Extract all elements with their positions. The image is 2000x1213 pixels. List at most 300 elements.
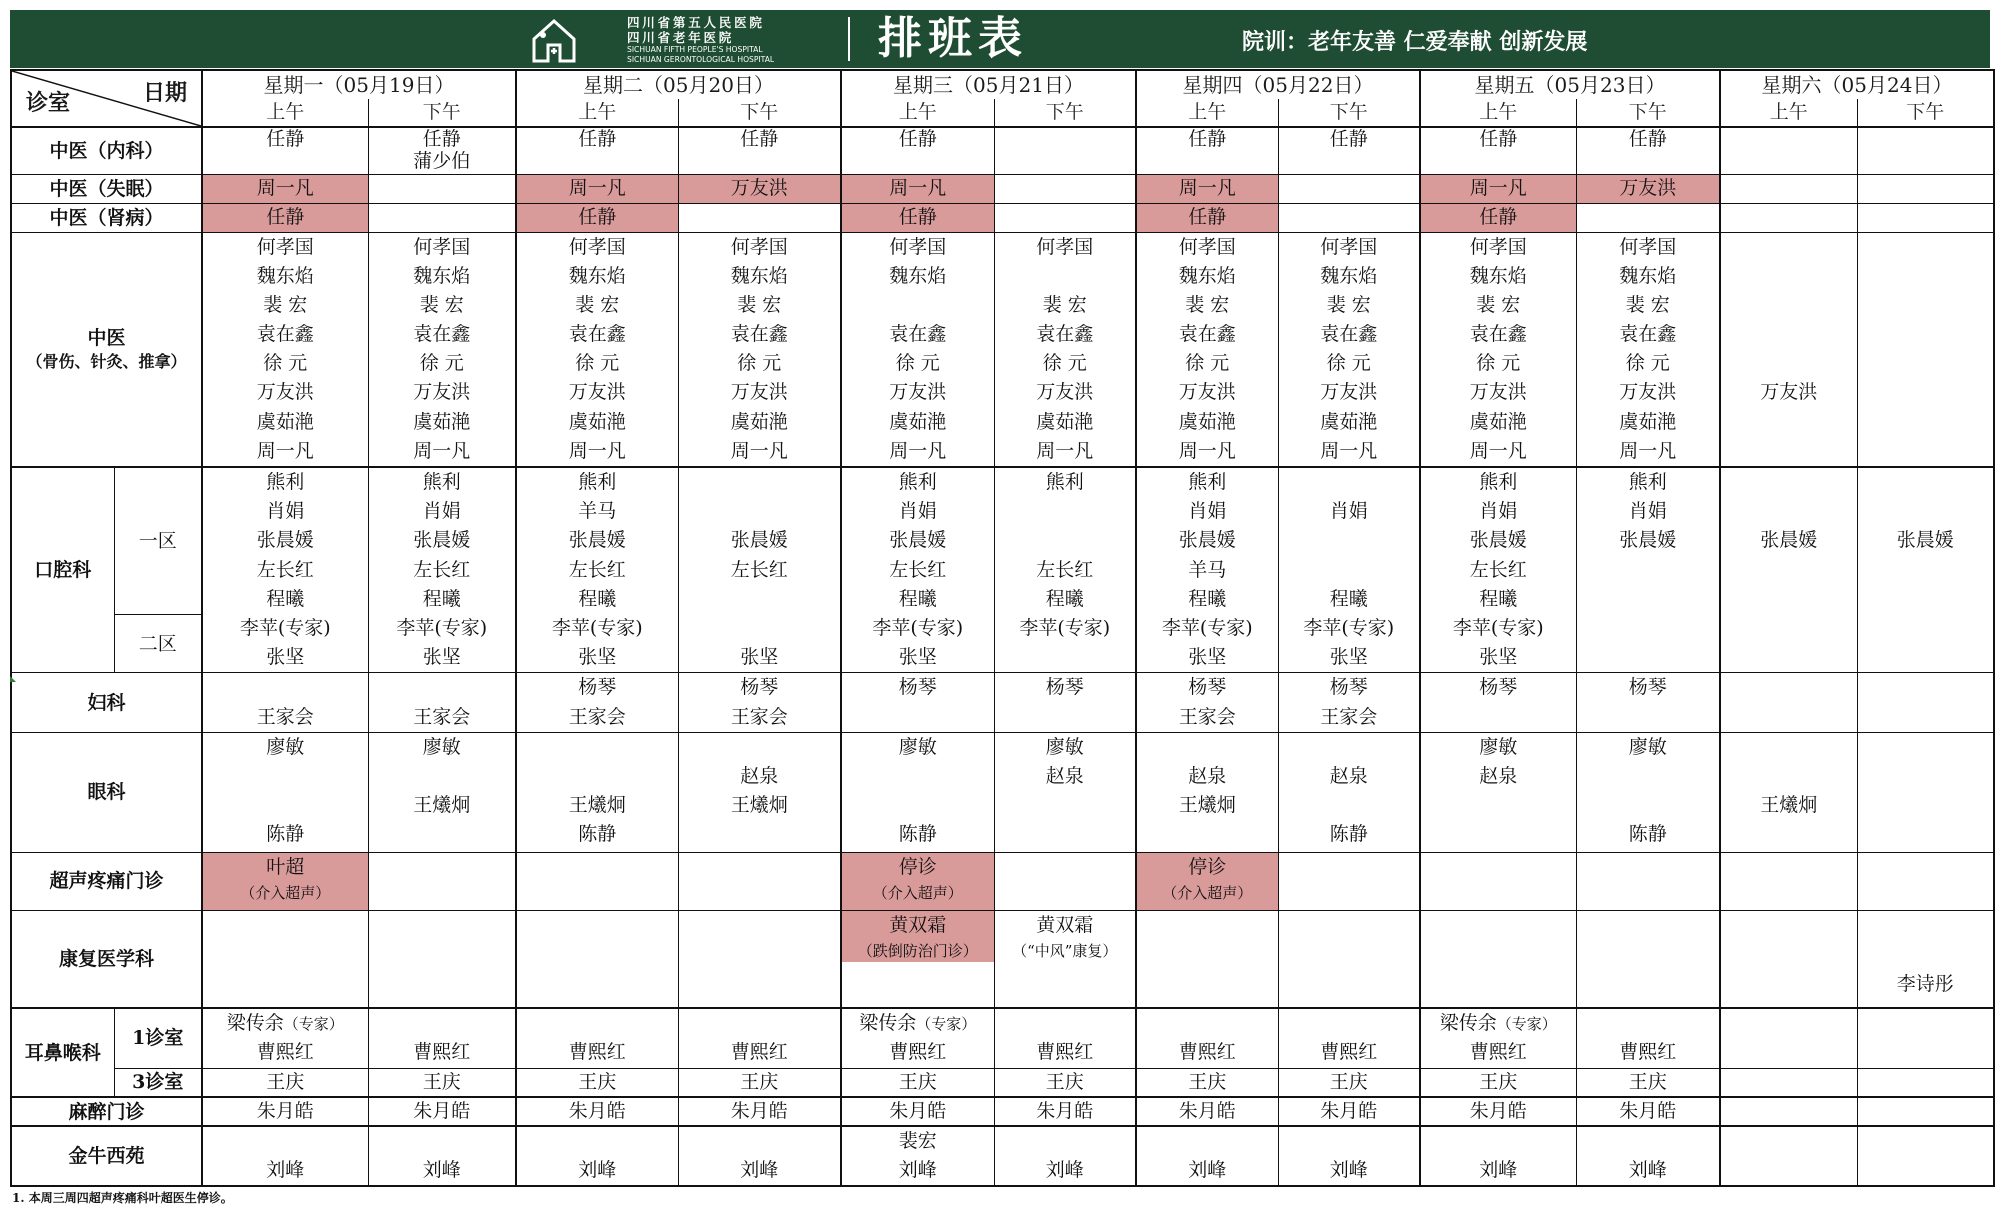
doctor-name: 曹熙红: [889, 1041, 947, 1064]
schedule-cell: [1576, 673, 1720, 732]
doctor-name: 任静: [1188, 128, 1227, 150]
schedule-cell: [1136, 1008, 1278, 1068]
doctor-name: [1858, 556, 1994, 585]
doctor-name: [203, 791, 368, 820]
schedule-cell: [994, 673, 1136, 732]
schedule-cell: [1857, 127, 1994, 174]
doctor-name: 袁在鑫: [568, 323, 626, 346]
corner-dept-label: 诊室: [26, 90, 71, 116]
doctor-name: 熊利: [1479, 471, 1518, 493]
schedule-cell: [368, 732, 516, 852]
doctor-name: 任静: [266, 128, 305, 150]
doctor-name: 李苹(专家): [1452, 616, 1544, 639]
doctor-name: 袁在鑫: [1036, 323, 1094, 346]
doctor-name: [679, 497, 841, 526]
schedule-cell: [516, 127, 678, 174]
doctor-name: 曹熙红: [568, 1041, 626, 1064]
doctor-name: 张晨媛: [568, 529, 626, 552]
doctor-name: 王家会: [256, 705, 314, 728]
doctor-name: [369, 820, 516, 849]
schedule-cell: [1720, 673, 1857, 732]
schedule-cell: [678, 467, 841, 673]
schedule-cell: 朱月皓: [1136, 1097, 1278, 1126]
doctor-name: 王爔炯: [1760, 794, 1818, 817]
schedule-cell: 万友洪: [678, 174, 841, 203]
schedule-cell: [1576, 203, 1720, 232]
schedule-cell: [516, 1008, 678, 1068]
schedule-cell: [1857, 174, 1994, 203]
dept-tcm-insomnia: [11, 174, 202, 203]
doctor-name: [1721, 320, 1857, 349]
doctor-name: [1137, 733, 1278, 762]
doctor-name: 张晨媛: [889, 529, 947, 552]
schedule-cell: [1420, 673, 1576, 732]
doctor-name: 徐 元: [895, 352, 940, 375]
schedule-cell: [1278, 1008, 1420, 1068]
doctor-name: 程曦: [1329, 587, 1368, 610]
doctor-name: [995, 703, 1136, 732]
doctor-name: 杨琴: [578, 676, 617, 699]
doctor-name: 何孝国: [568, 235, 626, 258]
schedule-cell: [202, 910, 368, 1008]
doctor-name: 万友洪: [1320, 381, 1378, 404]
row-jinniu: [11, 1126, 1994, 1186]
doctor-name: 周一凡: [568, 439, 626, 462]
doctor-name: 袁在鑫: [256, 323, 314, 346]
doctor-name: 李苹(专家): [1019, 616, 1111, 639]
doctor-name: 程曦: [1045, 587, 1084, 610]
doctor-name: [1858, 791, 1994, 820]
dept-rehab: [11, 910, 202, 1008]
doctor-name: 肖娟: [1628, 500, 1667, 523]
doctor-name: 王爔炯: [1178, 794, 1236, 817]
schedule-cell: [368, 1008, 516, 1068]
schedule-cell: 任静: [1136, 203, 1278, 232]
doctor-name: 袁在鑫: [413, 323, 471, 346]
doctor-name: 万友洪: [1619, 381, 1677, 404]
doctor-name: 熊利: [898, 471, 937, 493]
schedule-cell: [516, 1126, 678, 1186]
rehab-box: [995, 911, 1136, 962]
schedule-cell: [841, 467, 994, 673]
doctor-name: [1721, 614, 1857, 643]
doctor-name: 万友洪: [730, 381, 788, 404]
doctor-name: [1721, 468, 1857, 497]
doctor-name: 左长红: [1469, 558, 1527, 581]
doctor-name: 左长红: [730, 558, 788, 581]
schedule-cell: [1420, 232, 1576, 467]
schedule-cell: [994, 732, 1136, 852]
doctor-name: 李苹(专家): [396, 616, 488, 639]
schedule-cell: [1136, 673, 1278, 732]
schedule-cell: [994, 1126, 1136, 1186]
doctor-name: 程曦: [1188, 587, 1227, 610]
corner-header: [11, 70, 202, 127]
corner-marker: [10, 676, 16, 682]
doctor-name: [1858, 614, 1994, 643]
doctor-line: [369, 1009, 516, 1038]
dept-ent: [11, 1008, 114, 1097]
schedule-cell: [1576, 732, 1720, 852]
schedule-cell: [678, 232, 841, 467]
doctor-name: 黄双霜: [889, 913, 947, 936]
doctor-name: 王家会: [413, 705, 471, 728]
schedule-cell: [1278, 203, 1420, 232]
doctor-name: [1858, 820, 1994, 849]
doctor-name: 肖娟: [1479, 500, 1518, 523]
doctor-line: [203, 1009, 368, 1038]
schedule-cell: [1857, 232, 1994, 467]
doctor-name: [1279, 733, 1420, 762]
doctor-name: 熊利: [1628, 471, 1667, 493]
schedule-cell: [678, 203, 841, 232]
doctor-name: [203, 673, 368, 702]
schedule-cell: 任静: [841, 203, 994, 232]
schedule-cell: 王庆: [202, 1068, 368, 1097]
schedule-cell: [1576, 127, 1720, 174]
doctor-name: 刘峰: [1479, 1159, 1518, 1182]
schedule-cell: [1720, 174, 1857, 203]
doctor-name: 裴 宏: [1185, 293, 1230, 316]
schedule-cell: 朱月皓: [368, 1097, 516, 1126]
doctor-name: 张坚: [1329, 646, 1368, 669]
doctor-name: 肖娟: [898, 500, 937, 523]
doctor-name: 裴 宏: [1625, 293, 1670, 316]
doctor-name: 陈静: [898, 823, 937, 846]
doctor-name: 魏东焰: [568, 264, 626, 287]
doctor-name: [1858, 585, 1994, 614]
doctor-name: [203, 1127, 368, 1156]
doctor-line: [995, 1009, 1136, 1038]
doctor-name: 张坚: [578, 646, 617, 669]
doctor-name: 李苹(专家): [872, 616, 964, 639]
doctor-name: 徐 元: [1042, 352, 1087, 375]
day-header-mon: 星期一（05月19日）: [202, 70, 516, 99]
doctor-name: 左长红: [413, 558, 471, 581]
clinic-note: （介入超声）: [1162, 883, 1253, 902]
shift-pm: 下午: [1576, 99, 1720, 127]
doctor-name: 杨琴: [1045, 676, 1084, 699]
schedule-cell: [1576, 232, 1720, 467]
doctor-name: 虞茹滟: [413, 410, 471, 433]
schedule-cell: [368, 852, 516, 910]
doctor-name: [842, 291, 994, 320]
doctor-name: [1721, 497, 1857, 526]
schedule-cell: 王庆: [368, 1068, 516, 1097]
schedule-cell: [994, 127, 1136, 174]
doctor-name: 李苹(专家): [551, 616, 643, 639]
schedule-cell: 任静: [1420, 203, 1576, 232]
clinic-note: （介入超声）: [240, 883, 331, 902]
schedule-cell: [841, 232, 994, 467]
doctor-name: [679, 820, 841, 849]
schedule-cell: [841, 910, 994, 1008]
doctor-name: 张坚: [1479, 646, 1518, 669]
schedule-cell: [994, 174, 1136, 203]
doctor-name: 裴 宏: [1326, 293, 1371, 316]
doctor-name: [679, 733, 841, 762]
schedule-cell: [841, 127, 994, 174]
schedule-cell: [1278, 127, 1420, 174]
schedule-cell: [1720, 1126, 1857, 1186]
doctor-name: [517, 762, 678, 791]
doctor-name: 杨琴: [740, 676, 779, 699]
row-anes: [11, 1097, 1994, 1126]
schedule-cell: [1857, 852, 1994, 910]
schedule-cell: [1278, 673, 1420, 732]
shift-am: 上午: [1420, 99, 1576, 127]
doctor-name: 刘峰: [898, 1159, 937, 1182]
doctor-name: [1279, 468, 1420, 497]
dept-jinniu: [11, 1126, 202, 1186]
schedule-cell: 朱月皓: [516, 1097, 678, 1126]
dept-label: 麻醉门诊: [68, 1100, 145, 1123]
dept-label: 中医（内科）: [49, 139, 164, 162]
doctor-name: [1858, 643, 1994, 672]
doctor-name: 杨琴: [1188, 676, 1227, 699]
doctor-name: 魏东焰: [889, 264, 947, 287]
doctor-name: 周一凡: [1320, 439, 1378, 462]
doctor-name: 陈静: [266, 823, 305, 846]
doctor-name: [1858, 762, 1994, 791]
header-banner: [10, 10, 1990, 68]
doctor-name: 肖娟: [266, 500, 305, 523]
doctor-name: 杨琴: [898, 676, 937, 699]
doctor-name: [1137, 820, 1278, 849]
doctor-name: [1279, 791, 1420, 820]
schedule-cell: [1720, 467, 1857, 673]
doctor-name: 何孝国: [1036, 235, 1094, 258]
doctor-name: 袁在鑫: [730, 323, 788, 346]
doctor-name: 羊马: [1188, 558, 1227, 581]
schedule-cell: 王庆: [516, 1068, 678, 1097]
doctor-name: [1721, 762, 1857, 791]
doctor-name: 张晨媛: [256, 529, 314, 552]
doctor-name: [1421, 820, 1576, 849]
doctor-name: 任静: [898, 128, 937, 150]
doctor-name: 陈静: [1628, 823, 1667, 846]
dental-zone-2: 二区: [114, 614, 202, 673]
doctor-name: 廖敏: [266, 735, 305, 758]
schedule-cell: [1278, 732, 1420, 852]
doctor-name: [1421, 703, 1576, 732]
schedule-cell: [1720, 127, 1857, 174]
schedule-cell: [516, 232, 678, 467]
doctor-name: 曹熙红: [413, 1041, 471, 1064]
schedule-cell: [202, 1008, 368, 1068]
schedule-cell: [1576, 910, 1720, 1008]
doctor-name: 万友洪: [256, 381, 314, 404]
doctor-name: [995, 820, 1136, 849]
shift-pm: 下午: [994, 99, 1136, 127]
doctor-name: 何孝国: [889, 235, 947, 258]
doctor-name: 廖敏: [898, 735, 937, 758]
doctor-name: 廖敏: [1045, 735, 1084, 758]
doctor-name: 张坚: [422, 646, 461, 669]
doctor-name: 虞茹滟: [730, 410, 788, 433]
day-header-fri: 星期五（05月23日）: [1420, 70, 1720, 99]
dept-label: 中医: [87, 327, 126, 350]
doctor-name: 张坚: [266, 646, 305, 669]
doctor-name: 程曦: [422, 587, 461, 610]
doctor-name: [995, 643, 1136, 672]
doctor-name: 何孝国: [1619, 235, 1677, 258]
doctor-name: 刘峰: [1329, 1159, 1368, 1182]
schedule-cell: [1420, 852, 1576, 910]
doctor-name: 张坚: [898, 646, 937, 669]
doctor-name: [1279, 1127, 1420, 1156]
schedule-cell: [994, 852, 1136, 910]
doctor-name: 周一凡: [1619, 439, 1677, 462]
doctor-name: 虞茹滟: [1320, 410, 1378, 433]
doctor-name: [517, 1127, 678, 1156]
doctor-name: [1721, 408, 1857, 437]
doctor-name: 刘峰: [266, 1159, 305, 1182]
schedule-cell: [202, 467, 368, 673]
doctor-name: [1721, 291, 1857, 320]
schedule-cell: 周一凡: [841, 174, 994, 203]
doctor-name: 刘峰: [422, 1159, 461, 1182]
schedule-cell: [368, 203, 516, 232]
schedule-cell: [202, 1126, 368, 1186]
schedule-cell: [202, 852, 368, 910]
doctor-name: 虞茹滟: [889, 410, 947, 433]
doctor-name: 张晨媛: [1896, 529, 1954, 552]
doctor-name: [842, 762, 994, 791]
doctor-name: [1721, 643, 1857, 672]
doctor-name: 王家会: [1320, 705, 1378, 728]
doctor-name: 熊利: [266, 471, 305, 493]
doctor-name: 周一凡: [413, 439, 471, 462]
doctor-name: 虞茹滟: [1036, 410, 1094, 433]
doctor-name: 张晨媛: [1619, 529, 1677, 552]
dept-label: 妇科: [87, 691, 126, 714]
doctor-name: 魏东焰: [256, 264, 314, 287]
doctor-name: 张坚: [740, 646, 779, 669]
dept-gyn: [11, 673, 202, 732]
doctor-name: [1137, 1127, 1278, 1156]
doctor-name: 万友洪: [568, 381, 626, 404]
doctor-name: [369, 762, 516, 791]
schedule-cell: [1136, 852, 1278, 910]
schedule-cell: [1420, 127, 1576, 174]
doctor-name: 袁在鑫: [1320, 323, 1378, 346]
doctor-name: 曹熙红: [256, 1041, 314, 1064]
doctor-line: [679, 1009, 841, 1038]
doctor-name: 周一凡: [256, 439, 314, 462]
doctor-name: 肖娟: [1329, 500, 1368, 523]
schedule-cell: 万友洪: [1576, 174, 1720, 203]
day-header-thu: 星期四（05月22日）: [1136, 70, 1420, 99]
expert-tag: （专家）: [916, 1015, 977, 1034]
dept-label: 超声疼痛门诊: [49, 870, 164, 893]
schedule-cell: [368, 467, 516, 673]
doctor-name: 袁在鑫: [1619, 323, 1677, 346]
doctor-name: 魏东焰: [1320, 264, 1378, 287]
clinic-note: （跌倒防治门诊）: [857, 941, 978, 960]
doctor-name: 停诊: [1188, 855, 1227, 878]
schedule-cell: [1720, 852, 1857, 910]
schedule-cell: [1136, 232, 1278, 467]
doctor-name: [1577, 791, 1720, 820]
schedule-cell: 朱月皓: [1576, 1097, 1720, 1126]
schedule-cell: [1857, 467, 1994, 673]
doctor-name: 曹熙红: [1178, 1041, 1236, 1064]
doctor-name: [1721, 733, 1857, 762]
doctor-line: [1421, 1009, 1576, 1038]
schedule-cell: [1278, 174, 1420, 203]
doctor-name: 王爔炯: [413, 794, 471, 817]
hospital-name-en-1: SICHUAN FIFTH PEOPLE'S HOSPITAL: [627, 45, 763, 54]
doctor-line: [1137, 1009, 1278, 1038]
doctor-name: 裴 宏: [263, 293, 308, 316]
doctor-name: 袁在鑫: [889, 323, 947, 346]
doctor-name: 张坚: [1188, 646, 1227, 669]
hospital-names: [627, 15, 817, 65]
doctor-name: 袁在鑫: [1469, 323, 1527, 346]
doctor-name: [1577, 762, 1720, 791]
row-us-pain: [11, 852, 1994, 910]
schedule-cell: [202, 127, 368, 174]
doctor-name: 任静: [1479, 128, 1518, 150]
doctor-name: 李苹(专家): [239, 616, 331, 639]
doctor-name: [1721, 437, 1857, 466]
doctor-name: [1421, 791, 1576, 820]
schedule-cell: [1720, 203, 1857, 232]
schedule-cell: 任静: [202, 203, 368, 232]
doctor-name: 徐 元: [1476, 352, 1521, 375]
doctor-name: 黄双霜: [1036, 913, 1094, 936]
schedule-cell: [994, 467, 1136, 673]
doctor-name: [1858, 733, 1994, 762]
doctor-name: 熊利: [1188, 471, 1227, 493]
schedule-cell: [994, 910, 1136, 1008]
doctor-name: 万友洪: [1469, 381, 1527, 404]
schedule-cell: [678, 910, 841, 1008]
doctor-name: 任静: [740, 128, 779, 150]
doctor-name: 何孝国: [1178, 235, 1236, 258]
doctor-name: 万友洪: [889, 381, 947, 404]
dept-label: 口腔科: [34, 559, 92, 582]
schedule-cell: [1720, 910, 1857, 1008]
doctor-name: 虞茹滟: [256, 410, 314, 433]
dept-tcm-ortho: [11, 232, 202, 467]
doctor-name: 赵泉: [1329, 764, 1368, 787]
doctor-name: 徐 元: [263, 352, 308, 375]
doctor-name: 何孝国: [730, 235, 788, 258]
dental-zone-1: 一区: [114, 467, 202, 614]
shift-am: 上午: [1136, 99, 1278, 127]
clinic-note: （介入超声）: [872, 883, 963, 902]
doctor-name: 魏东焰: [1619, 264, 1677, 287]
schedule-cell: [1136, 127, 1278, 174]
doctor-name: 张晨媛: [1469, 529, 1527, 552]
doctor-name: [1858, 497, 1994, 526]
schedule-cell: [1278, 232, 1420, 467]
row-dental-1: [11, 467, 1994, 614]
dept-label: 中医（肾病）: [49, 206, 164, 229]
doctor-name: 刘峰: [1628, 1159, 1667, 1182]
doctor-name: 裴 宏: [419, 293, 464, 316]
doctor-name: [1721, 262, 1857, 291]
schedule-cell: [1720, 732, 1857, 852]
ent-room-3: 3诊室: [114, 1068, 202, 1097]
footnote: 1. 本周三周四超声疼痛科叶超医生停诊。: [12, 1191, 233, 1205]
doctor-name: 梁传余: [859, 1012, 917, 1035]
schedule-cell: [368, 232, 516, 467]
doctor-name: 梁传余: [226, 1012, 284, 1035]
doctor-name: [842, 703, 994, 732]
